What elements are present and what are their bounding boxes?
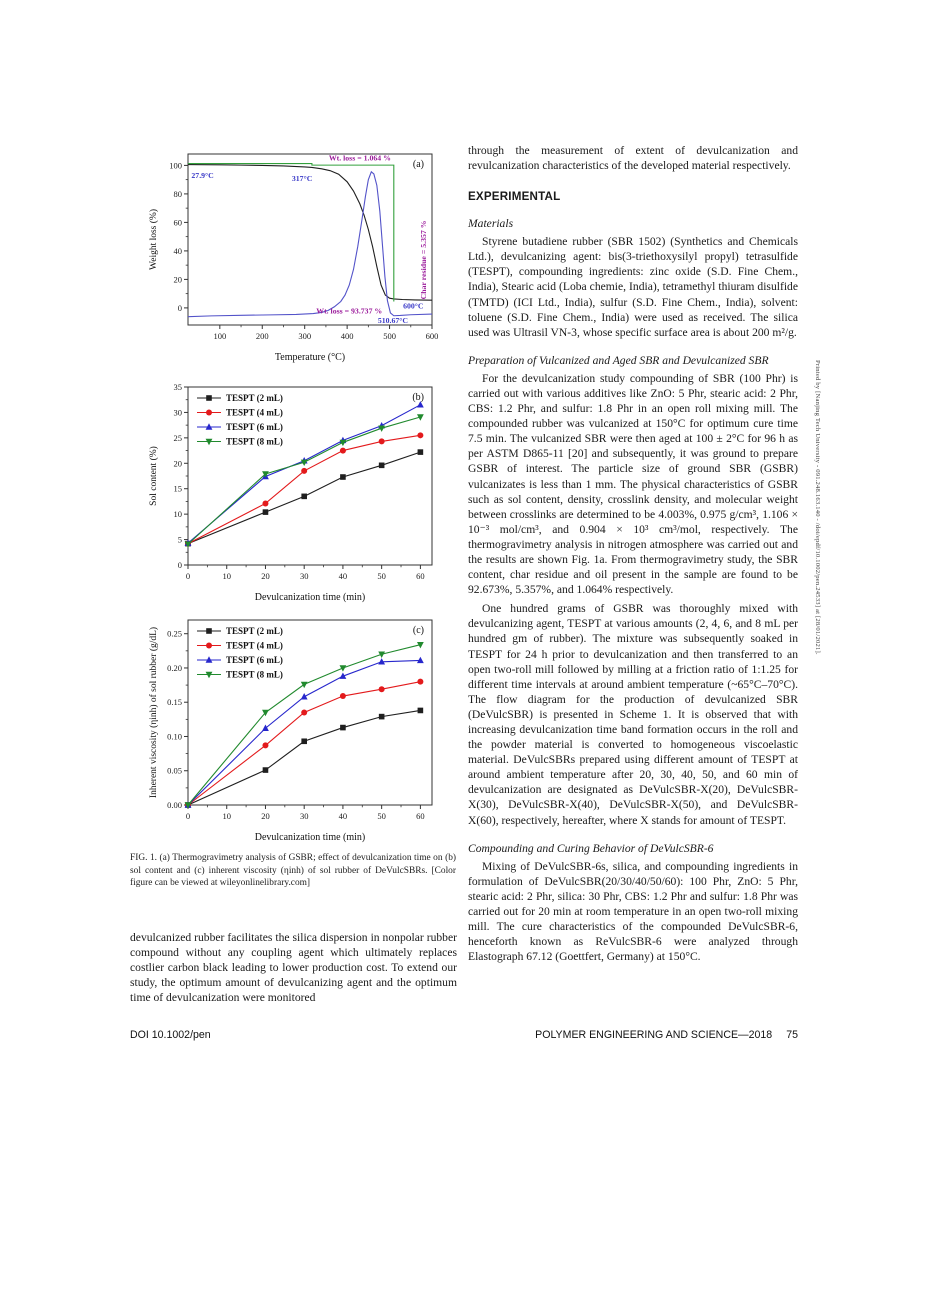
svg-text:35: 35	[173, 382, 182, 392]
svg-text:30: 30	[299, 571, 309, 581]
svg-text:30: 30	[299, 811, 309, 821]
svg-text:Wt. loss = 1.064 %: Wt. loss = 1.064 %	[328, 153, 391, 163]
left-column-paragraph: devulcanized rubber facilitates the silica dispersion in nonpolar rubber compound without any coupling agent which ultimately replaces costlier carbon black leading to lower production cost. To extend our study, the optimum amount of devulcanizing agent and the optimum time of devulcanization were monitored	[130, 931, 457, 1005]
svg-text:100: 100	[213, 331, 227, 341]
svg-text:0.10: 0.10	[167, 731, 182, 742]
svg-text:0.20: 0.20	[167, 662, 182, 673]
svg-text:60: 60	[173, 217, 182, 228]
figure-1-caption: FIG. 1. (a) Thermogravimetry analysis of GSBR; effect of devulcanization time on (b) sol content and (c) inherent viscosity (ηinh) of sol rubber of DeVulcSBRs. [Color figure can be viewed at wileyonlinelibrary.com]	[130, 853, 456, 889]
svg-text:TESPT (4 mL): TESPT (4 mL)	[226, 407, 283, 418]
figure-1a-thermogravimetry-chart	[146, 141, 452, 372]
svg-text:20: 20	[261, 811, 270, 821]
svg-text:200: 200	[255, 331, 269, 341]
svg-text:TESPT (8 mL): TESPT (8 mL)	[226, 669, 283, 680]
svg-text:(a): (a)	[412, 159, 424, 170]
svg-text:Sol content (%): Sol content (%)	[149, 446, 159, 506]
journal-footer	[468, 1029, 798, 1041]
svg-text:Devulcanization time (min): Devulcanization time (min)	[254, 592, 366, 603]
svg-text:400: 400	[340, 331, 354, 341]
svg-text:TESPT (6 mL): TESPT (6 mL)	[226, 422, 283, 433]
svg-text:TESPT (8 mL): TESPT (8 mL)	[226, 436, 283, 447]
svg-text:10: 10	[222, 571, 231, 581]
svg-text:TESPT (2 mL): TESPT (2 mL)	[226, 626, 283, 637]
svg-text:60: 60	[416, 811, 425, 821]
svg-text:5: 5	[177, 534, 182, 545]
svg-text:40: 40	[338, 811, 348, 821]
svg-text:10: 10	[222, 811, 231, 821]
preparation-heading: Preparation of Vulcanized and Aged SBR and Devulcanized SBR	[468, 353, 769, 367]
svg-text:TESPT (4 mL): TESPT (4 mL)	[226, 640, 283, 651]
svg-text:300: 300	[298, 331, 312, 341]
svg-text:40: 40	[173, 245, 182, 256]
printed-by-watermark: Printed by [Nanjing Tech University - 091.248.163.140 - /doi/epdf/10.1002/pen.24533] at [28/01/2021].	[814, 360, 821, 655]
svg-text:10: 10	[173, 509, 182, 520]
svg-text:15: 15	[173, 483, 182, 494]
intro-paragraph: through the measurement of extent of devulcanization and revulcanization characteristics of the developed material respectively.	[468, 144, 798, 173]
svg-text:20: 20	[173, 458, 182, 469]
figure-1c-inherent-viscosity-chart	[146, 607, 452, 852]
svg-text:0.05: 0.05	[167, 765, 182, 776]
svg-text:0: 0	[177, 302, 182, 313]
experimental-heading: EXPERIMENTAL	[468, 190, 561, 204]
svg-text:0: 0	[177, 560, 182, 570]
svg-text:(c): (c)	[412, 625, 424, 636]
svg-text:510.67°C: 510.67°C	[377, 315, 409, 325]
svg-text:317°C: 317°C	[291, 174, 313, 184]
svg-text:100: 100	[169, 160, 182, 171]
svg-text:Devulcanization time (min): Devulcanization time (min)	[254, 832, 366, 843]
svg-text:TESPT (2 mL): TESPT (2 mL)	[226, 393, 283, 404]
svg-text:0.25: 0.25	[167, 628, 182, 639]
right-column	[468, 143, 798, 964]
svg-text:0: 0	[185, 811, 191, 821]
doi-footer: DOI 10.1002/pen	[130, 1029, 211, 1041]
svg-text:0.00: 0.00	[167, 800, 182, 810]
svg-text:600: 600	[425, 331, 439, 341]
svg-text:Wt. loss = 93.737 %: Wt. loss = 93.737 %	[316, 306, 383, 316]
preparation-paragraph-1: For the devulcanization study compounding of SBR (100 Phr) is carried out with various additives like ZnO: 5 Phr, stearic acid: 2 Phr, CBS: 1.2 Phr, and sulfur: 1.8 Phr in an open roll mixing mill. The compounded rubber was vulcanized at 150°C for optimum cure time 7.5 min. The vulcanized SBR were then aged at 100 ± 2°C for 96 h as per ASTM D865-11 [20] and subsequently, it was ground to prepare GSBR of interest. The particle size of ground SBR (GSBR) vulcanizates is less than 1 mm. The physical characteristics of GSBR such as sol content, density, crosslink density, and molecular weight between crosslinks are determined to be 4.003%, 0.975 g/cm³, 1.106 × 10⁻³ mol/cm³, and 0.904 × 10³ cm³/mol, respectively. The thermogravimetry analysis in nitrogen atmosphere was carried out and the results are shown Fig. 1a. From thermogravimetry study, the SBR content, char residue and oil present in the sample are found to be 92.673%, 5.357%, and 1.064% respectively.	[468, 371, 798, 597]
compounding-heading: Compounding and Curing Behavior of DeVulcSBR-6	[468, 841, 714, 855]
svg-text:20: 20	[261, 571, 270, 581]
svg-text:80: 80	[173, 188, 182, 199]
svg-text:Inherent viscosity (ηinh) of s: Inherent viscosity (ηinh) of sol rubber (g/dL)	[149, 626, 159, 799]
svg-text:600°C: 600°C	[403, 301, 424, 311]
svg-text:60: 60	[416, 571, 425, 581]
svg-text:(b): (b)	[412, 392, 424, 403]
svg-text:50: 50	[377, 811, 386, 821]
preparation-paragraph-2: One hundred grams of GSBR was thoroughly mixed with devulcanizing agent, TESPT at various amounts (2, 4, 6, and 8 mL per hundred gm of rubber). The mixture was subsequently soaked in TESPT for 24 h prior to devulcanization and then transferred to an open two-roll mill followed by milling at a friction ratio of 1:1.25 for different time intervals at around ambient temperature (~65°C–70°C). The flow diagram for the production of devulcanized SBR (DeVulcSBR) is presented in Scheme 1. It is observed that with increasing devulcanization time band formation occurs in the roll and the powder material is converted to homogeneous viscoelastic material. DeVulcSBRs prepared using different amount of TESPT at around ambient temperature after 20, 30, 40, 50, and 60 min of devulcanization are designated as DeVulcSBR-X(20), DeVulcSBR-X(30), DeVulcSBR-X(40), DeVulcSBR-X(50), and DeVulcSBR-X(60), respectively, hereafter, where X stands for amount of TESPT.	[468, 602, 798, 827]
svg-text:25: 25	[173, 432, 182, 443]
svg-text:40: 40	[338, 571, 348, 581]
journal-name: POLYMER ENGINEERING AND SCIENCE—2018	[535, 1029, 773, 1041]
svg-text:0.15: 0.15	[167, 697, 182, 708]
svg-text:Temperature (°C): Temperature (°C)	[274, 352, 346, 363]
svg-text:500: 500	[383, 331, 396, 341]
materials-heading: Materials	[468, 217, 514, 231]
svg-text:27.9°C: 27.9°C	[191, 171, 214, 181]
compounding-paragraph: Mixing of DeVulcSBR-6s, silica, and compounding ingredients in formulation of DeVulcSBR(20/30/40/50/60): 100 Phr, ZnO: 5 Phr, stearic acid: 2 Phr, silica: 30 Phr, CBS: 1.2 Phr and sulfur: 1.8 Phr was carried out for 20 min at room temperature in an open two-roll mixing mill. The cure characteristics of the compounded DeVulcSBR-6, henceforth known as ReVulcSBR-6 were analyzed through Elastograph 67.12 (Goettfert, Germany) at 150°C.	[468, 859, 798, 964]
svg-text:0: 0	[185, 571, 191, 581]
svg-text:50: 50	[377, 571, 386, 581]
materials-paragraph: Styrene butadiene rubber (SBR 1502) (Synthetics and Chemicals Ltd.), devulcanizing agent: bis(3-triethoxysilyl propyl) tetrasulfide (TESPT), compounding ingredients: zinc oxide (S.D. Fine Chem., India), Stearic acid (Loba chemie, India), tetramethyl thiuram disulfide (TMTD) (ICI Ltd., India), sulfur (S.D. Fine Chem., India), solvent: toluene (S.D. Fine Chem., India) were used as received. The silica used was Ultrasil VN-3, whose specific surface area is about 200 m²/g.	[468, 235, 798, 339]
svg-text:Weight loss (%): Weight loss (%)	[149, 209, 159, 270]
svg-text:20: 20	[173, 274, 182, 285]
svg-text:30: 30	[173, 407, 182, 418]
svg-text:TESPT (6 mL): TESPT (6 mL)	[226, 655, 283, 666]
page-number: 75	[786, 1029, 798, 1041]
figure-1b-sol-content-chart	[146, 374, 452, 612]
svg-text:Char residue = 5.357 %: Char residue = 5.357 %	[419, 220, 429, 300]
